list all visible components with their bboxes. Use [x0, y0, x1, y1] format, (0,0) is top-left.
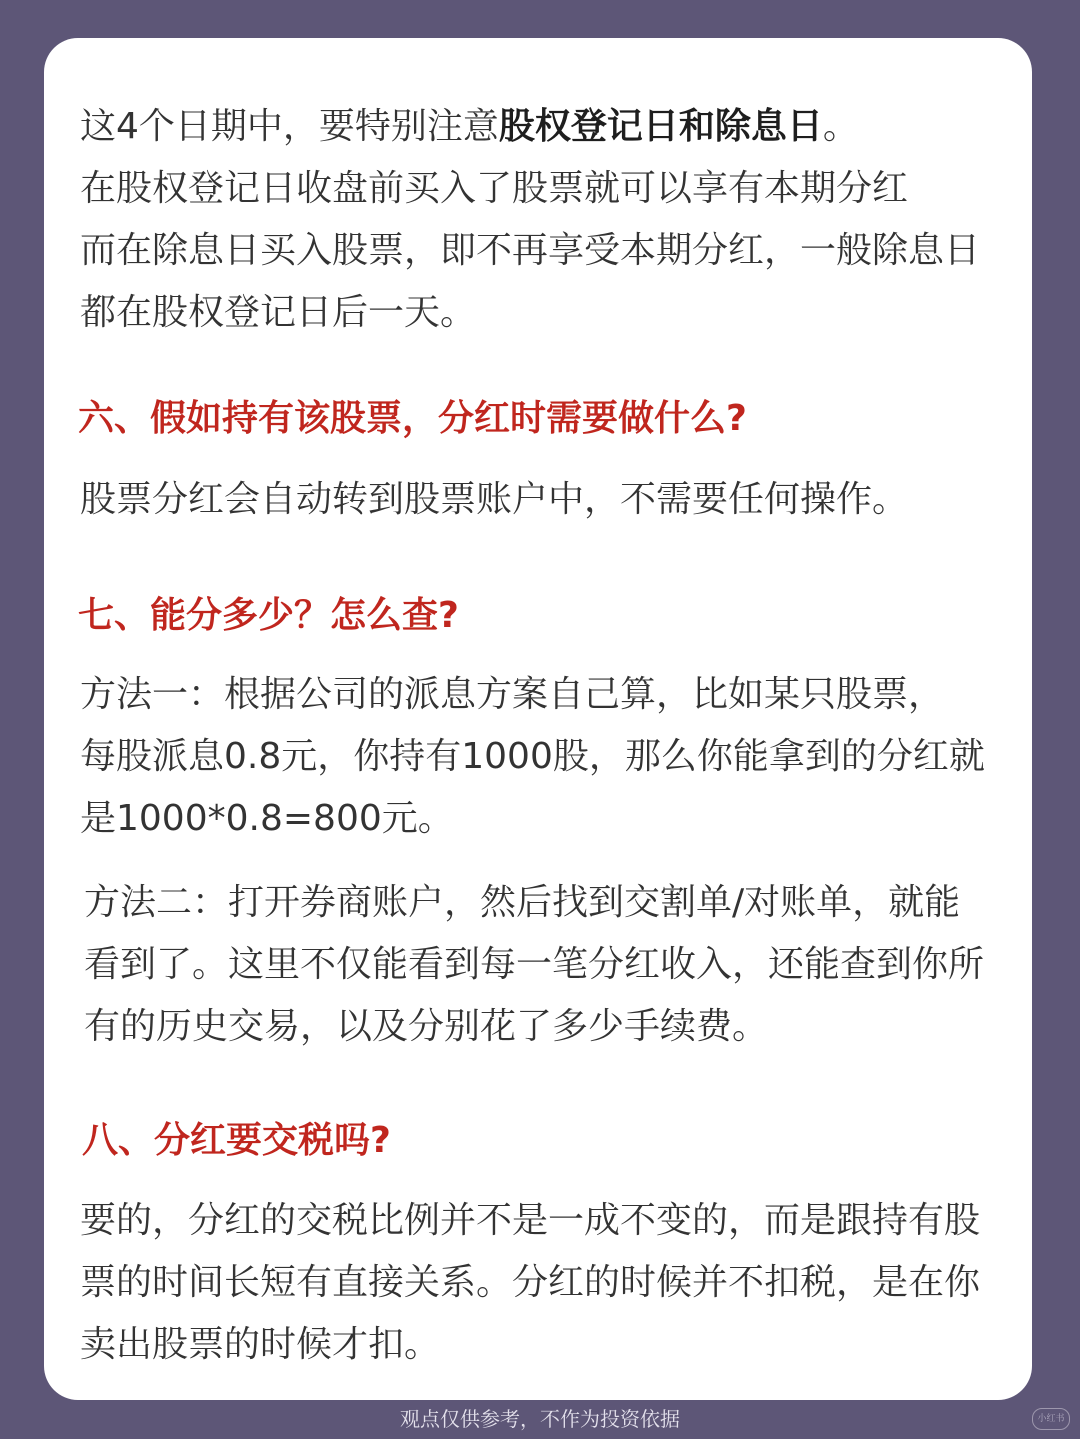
- content-card: [44, 38, 1032, 1400]
- method-2-line-3: 有的历史交易，以及分别花了多少手续费。: [84, 1006, 769, 1047]
- section-8-paragraph: [80, 1190, 1008, 1376]
- section-8-line-1: 要的，分红的交税比例并不是一成不变的，而是跟持有股: [80, 1200, 981, 1241]
- intro-line-2: 在股权登记日收盘前买入了股票就可以享有本期分红: [80, 168, 909, 209]
- section-8-line-3: 卖出股票的时候才扣。: [80, 1324, 441, 1365]
- method-2-paragraph: [84, 872, 1008, 1058]
- method-2-line-1: 方法二：打开券商账户，然后找到交割单/对账单，就能: [84, 882, 961, 923]
- section-7-heading: 七、能分多少？怎么查?: [78, 595, 459, 636]
- section-6-paragraph: [80, 469, 1008, 531]
- intro-line-1: 这4个日期中，要特别注意股权登记日和除息日。: [80, 106, 859, 147]
- intro-paragraph: [80, 96, 1008, 344]
- intro-line-4: 都在股权登记日后一天。: [80, 292, 477, 333]
- intro-line-3: 而在除息日买入股票，即不再享受本期分红，一般除息日: [80, 230, 981, 271]
- section-6-line-1: 股票分红会自动转到股票账户中，不需要任何操作。: [80, 479, 909, 520]
- method-1-line-1: 方法一：根据公司的派息方案自己算，比如某只股票，: [80, 674, 945, 715]
- section-8-heading: 八、分红要交税吗?: [82, 1120, 391, 1161]
- method-1-line-2: 每股派息0.8元，你持有1000股，那么你能拿到的分红就: [80, 736, 985, 777]
- watermark-logo: 小红书: [1032, 1408, 1070, 1430]
- method-1-line-3: 是1000*0.8=800元。: [80, 798, 454, 839]
- section-6-heading: 六、假如持有该股票，分红时需要做什么?: [78, 398, 747, 439]
- disclaimer-text: 观点仅供参考，不作为投资依据: [400, 1407, 680, 1431]
- method-1-paragraph: [80, 664, 1008, 850]
- section-8-line-2: 票的时间长短有直接关系。分红的时候并不扣税，是在你: [80, 1262, 981, 1303]
- method-2-line-2: 看到了。这里不仅能看到每一笔分红收入，还能查到你所: [84, 944, 985, 985]
- emphasis-text: 股权登记日和除息日: [498, 106, 823, 147]
